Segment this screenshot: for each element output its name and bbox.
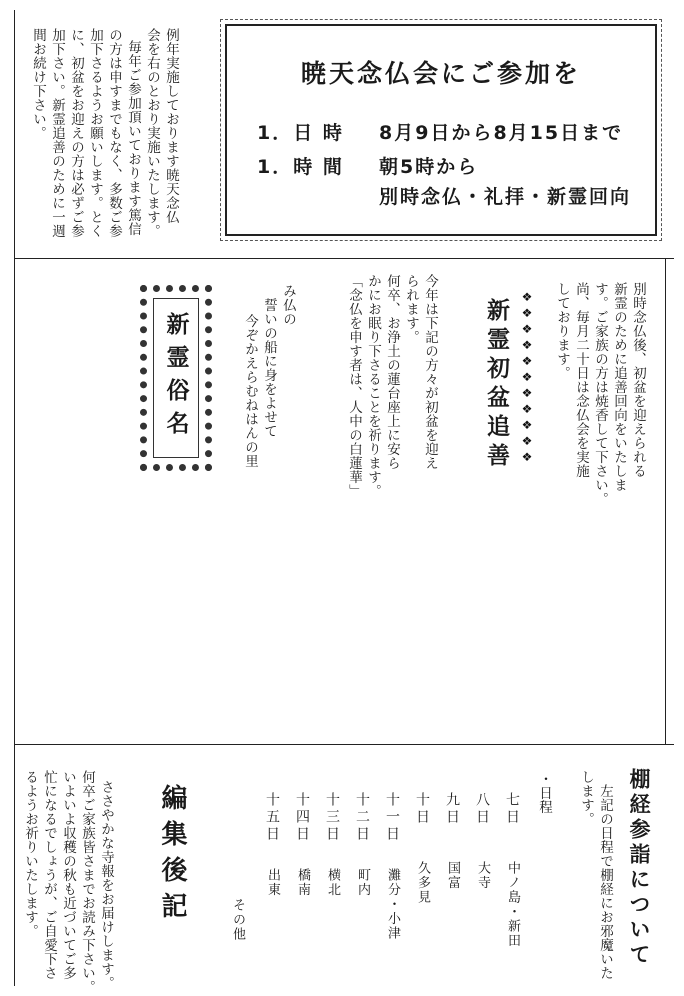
memorial-list-line: かにお眠り下さることを祈ります。: [365, 274, 381, 498]
schedule-row: [442, 792, 462, 890]
schedule-place: 横北: [325, 868, 340, 897]
schedule-place: 中ノ島・新田: [505, 861, 520, 948]
memorial-list-line: 今年は下記の方々が初盆を迎え: [422, 274, 438, 470]
announcement-date-label: 1．日 時: [257, 122, 344, 144]
editor-note-line: るようお祈りいたします。: [22, 770, 38, 938]
memorial-list-line: 何卒、お浄土の蓮台座上に安ら: [384, 274, 400, 470]
sutra-visit-intro: [576, 770, 614, 980]
schedule-row: [382, 792, 402, 941]
memorial-line: 新霊のために追善回向をいたしま: [611, 282, 627, 492]
memorial-list-text: [344, 274, 439, 498]
schedule-day: 十二日: [354, 792, 370, 843]
announcement-box: [225, 24, 657, 236]
intro-line: 加下さい。新霊追善のために一週: [49, 28, 65, 238]
schedule-row: [262, 792, 282, 897]
schedule-label: ・日程: [536, 772, 552, 814]
schedule-place: 橋南: [295, 868, 310, 897]
schedule-row: [412, 792, 432, 905]
buddhist-poem: [240, 284, 297, 474]
editor-note-line: 忙になるでしょうが、ご自愛下さ: [41, 770, 57, 980]
intro-line: 間お続け下さい。: [30, 28, 46, 140]
schedule-place: 町内: [355, 868, 370, 897]
memorial-line: 尚、毎月二十日は念仏会を実施: [573, 282, 589, 478]
editor-note-heading: 編集後記: [157, 784, 187, 928]
schedule-row: [352, 792, 372, 897]
announcement-title: 暁天念仏会にご参加を: [300, 59, 581, 88]
memorial-line: す。ご家族の方は焼香して下さい。: [592, 282, 608, 506]
schedule-day: 七日: [504, 792, 520, 826]
deceased-names-label: 新霊俗名: [162, 312, 190, 444]
schedule-place: 灘分・小津: [385, 868, 400, 941]
schedule-row: [292, 792, 312, 897]
schedule-place: 久多見: [415, 861, 430, 905]
editor-note-line: いよいよ収穫の秋も近づいてご多: [60, 770, 76, 980]
editor-note-text: [20, 770, 115, 994]
schedule-list: [254, 792, 524, 962]
memorial-heading: 新霊初盆追善: [483, 298, 509, 472]
schedule-row: [472, 792, 492, 890]
intro-text: [28, 28, 180, 253]
memorial-list-line: 「念仏を申す者は、人中の白蓮華」: [346, 274, 362, 498]
intro-line: 加下さるようお願いします。とく: [87, 28, 103, 238]
schedule-day: 十五日: [264, 792, 280, 843]
editor-note-line: ささやかな寺報をお届けします。: [98, 780, 114, 990]
schedule-day: 十四日: [294, 792, 310, 843]
divider-bottom: [14, 744, 674, 745]
divider-top: [14, 258, 674, 259]
announcement-time-value: 朝5時から: [379, 156, 479, 178]
schedule-day: 十日: [414, 792, 430, 826]
intro-line: 会を右のとおり実施いたします。: [144, 28, 160, 238]
intro-line: 例年実施しております暁天念仏: [163, 28, 179, 224]
schedule-place: 大寺: [475, 861, 490, 890]
intro-line: 毎年ご参加頂いております篤信: [125, 40, 141, 236]
poem-line: 誓いの船に身をよせて: [261, 298, 277, 438]
schedule-row: [502, 792, 522, 948]
deceased-names-box: [140, 285, 212, 471]
editor-note-line: 何卒ご家族皆さまでお読み下さい。: [79, 770, 95, 994]
schedule-row: [322, 792, 342, 897]
memorial-line: 別時念仏後、初盆を迎えられる: [630, 282, 646, 478]
sutra-intro-line: します。: [578, 770, 594, 826]
memorial-line: しております。: [554, 282, 570, 380]
schedule-day: 十一日: [384, 792, 400, 843]
memorial-list-line: られます。: [403, 274, 419, 344]
announcement-time-label: 1．時 間: [257, 156, 344, 178]
schedule-other: その他: [230, 898, 245, 942]
divider-right: [665, 258, 666, 744]
poem-line: 今ぞかえらむねはんの里: [242, 314, 258, 468]
memorial-notice: [552, 282, 647, 506]
intro-line: に、初盆をお迎えの方は必ずご参: [68, 28, 84, 238]
schedule-day: 八日: [474, 792, 490, 826]
sutra-visit-heading: 棚経参詣について: [627, 768, 651, 968]
diamond-ornament: ❖❖❖❖❖❖❖❖❖❖❖: [520, 290, 534, 466]
schedule-day: 十三日: [324, 792, 340, 843]
poem-line: み仏の: [280, 284, 296, 326]
divider-left: [14, 10, 15, 986]
schedule-day: 九日: [444, 792, 460, 826]
intro-line: の方は申すまでもなく、多数ご参: [106, 28, 122, 238]
announcement-program: 別時念仏・礼拝・新霊回向: [379, 186, 632, 208]
announcement-date-value: 8月9日から8月15日まで: [379, 122, 624, 144]
sutra-intro-line: 左記の日程で棚経にお邪魔いた: [597, 784, 613, 980]
schedule-place: 出東: [265, 868, 280, 897]
schedule-place: 国富: [445, 861, 460, 890]
